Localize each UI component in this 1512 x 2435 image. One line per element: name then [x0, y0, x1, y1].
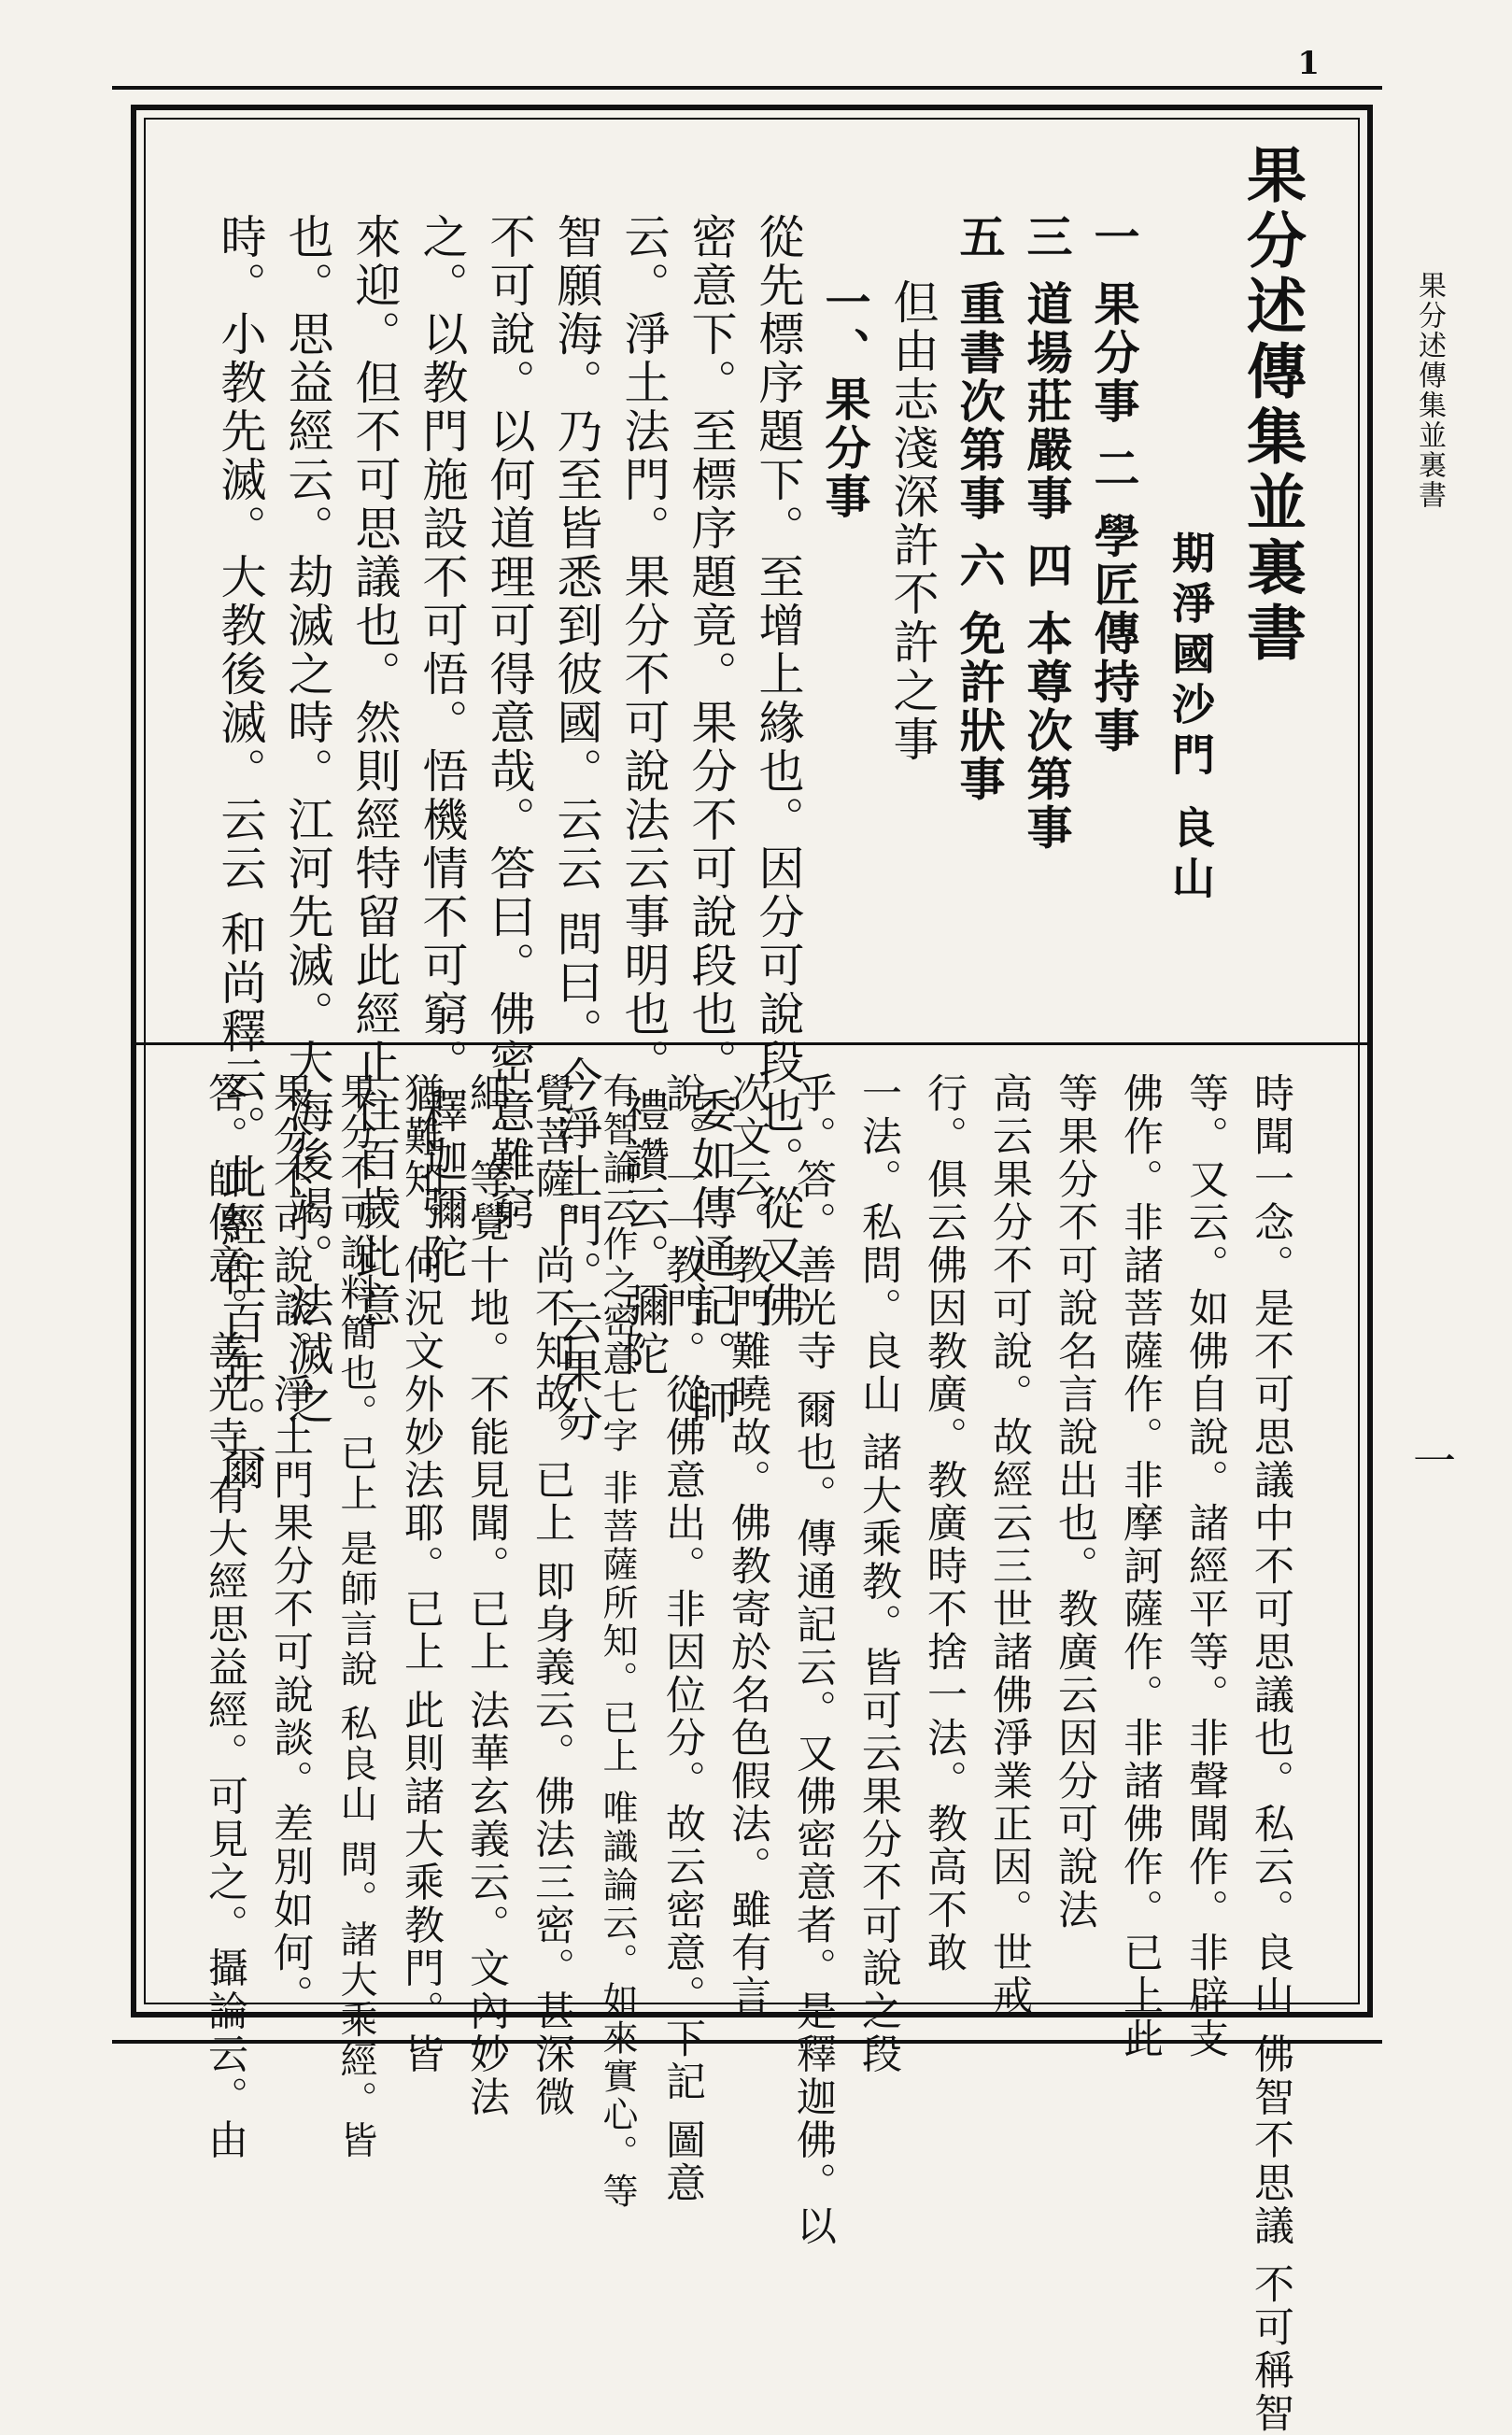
upper-text-line: 之。以教門施設不可悟。悟機情不可窮。釋迦彌陀	[416, 213, 469, 1281]
bottom-rule	[112, 2040, 1382, 2044]
upper-text-line: 時。小教先滅。大教後滅。云云 和尚釋云。此經住百年。爾	[214, 213, 267, 1494]
margin-title: 果分述傳集並裏書	[1413, 271, 1446, 510]
top-rule	[112, 86, 1382, 90]
author-line: 期淨國沙門 良山	[1166, 531, 1216, 907]
note-line: 但由志淺深許不許之事	[886, 278, 940, 764]
toc-line: 三 道場莊嚴事 四 本尊次第事	[1020, 213, 1074, 853]
margin-mark: 一	[1406, 1438, 1457, 1481]
lower-text-line: 一法。私問。良山 諸大乘教。皆可云果分不可說之段	[855, 1072, 902, 2076]
lower-text-line: 果分不可說談。淨土門果分不可說談。差別如何。	[267, 1072, 314, 2017]
lower-text-line: 猶難知。何況文外妙法耶。已上 此則諸大乘教門。皆	[398, 1072, 445, 2076]
lower-text-line: 有智論云作之密意七字 非菩薩所知。已上 唯識論云。如來實心。等	[597, 1072, 638, 2212]
lower-text-line: 次文云。教門難曉故。佛教寄於名色假法。雖有言	[725, 1072, 771, 2017]
lower-text-line: 佛作。非諸菩薩作。非摩訶薩作。非諸佛作。已上此	[1117, 1072, 1164, 2060]
upper-text-line: 不可說。以何道理可得意哉。答曰。佛密意難窮	[483, 213, 536, 1233]
lower-text-line: 時聞一念。是不可思議中不可思議也。私云。良山 佛智不思議 不可稱智	[1248, 1072, 1294, 2435]
lower-text-line: 答。師傳意。善光寺 有大經思益經。可見之。攝論云。由	[202, 1072, 248, 2162]
document-title: 果分述傳集並裏書	[1236, 144, 1307, 667]
lower-text-line: 果分不可說料簡也。已上 是師言說 私良山 問。諸大乘經。皆	[334, 1072, 377, 2161]
lower-text-line: 行。俱云佛因教廣。教廣時不捨一法。教高不敢	[921, 1072, 968, 1975]
section-heading: 一、果分事	[818, 278, 872, 521]
upper-text-line: 密意下。至標序題竟。果分不可說段也。委如傳通記。師	[685, 213, 738, 1427]
page-frame	[131, 105, 1373, 2435]
lower-text-line: 說。一一教門。從佛意出。非因位分。故云密意。下記 圖意	[659, 1072, 706, 2205]
toc-line: 一 果分事 二 學匠傳持事	[1087, 213, 1141, 756]
lower-text-line: 細。等覺十地。不能見聞。已上 法華玄義云。文內妙法	[463, 1072, 510, 2119]
page-number: 1	[1297, 45, 1318, 82]
upper-text-line: 也。思益經云。劫滅之時。江河先滅。大海後竭。法滅之	[281, 213, 334, 1427]
upper-text-line: 智願海。乃至皆悉到彼國。云云 問曰。今淨土門。云果分	[550, 213, 603, 1445]
upper-text-line: 來迎。但不可思議也。然則經特留此經止住百歲此意	[348, 213, 402, 1330]
lower-text-line: 覺菩薩。尚不知故。已上 即身義云。佛法三密。甚深微	[529, 1072, 575, 2119]
lower-text-line: 乎。答。善光寺 爾也。傳通記云。又佛密意者。是釋迦佛。以	[790, 1072, 837, 2248]
upper-text-line: 云。淨土法門。果分不可說法云事明也。禮讚云。彌陀	[617, 213, 671, 1379]
upper-text-line: 從先標序題下。至增上緣也。因分可說段也。從又佛	[752, 213, 805, 1330]
lower-text-line: 高云果分不可說。故經云三世諸佛淨業正因。世戒	[986, 1072, 1033, 2017]
lower-text-line: 等。又云。如佛自說。諸經平等。非聲聞作。非辟支	[1182, 1072, 1229, 2060]
lower-text-line: 等果分不可說名言說出也。教廣云因分可說法	[1052, 1072, 1098, 1932]
toc-line: 五 重書次第事 六 免許狀事	[953, 213, 1007, 804]
